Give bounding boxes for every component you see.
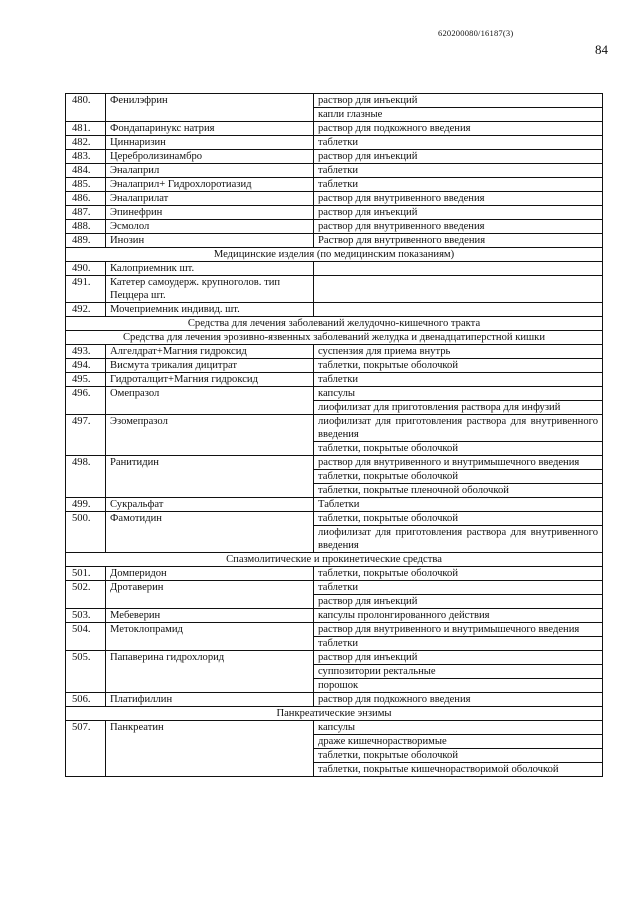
dosage-form: таблетки, покрытые пленочной оболочкой — [314, 484, 603, 498]
drug-name: Эналаприл — [106, 164, 314, 178]
row-number: 501. — [66, 567, 106, 581]
dosage-form: таблетки, покрытые оболочкой — [314, 442, 603, 456]
drug-name: Мочеприемник индивид. шт. — [106, 303, 314, 317]
drug-name: Панкреатин — [106, 721, 314, 777]
drug-name: Эналаприл+ Гидрохлоротиазид — [106, 178, 314, 192]
table-row — [66, 122, 603, 136]
row-number: 485. — [66, 178, 106, 192]
dosage-form: таблетки, покрытые оболочкой — [314, 749, 603, 763]
table-row — [66, 693, 603, 707]
section-header-row — [66, 553, 603, 567]
table-row — [66, 512, 603, 526]
drug-name: Циннаризин — [106, 136, 314, 150]
table-row — [66, 456, 603, 470]
table-row — [66, 609, 603, 623]
row-number: 500. — [66, 512, 106, 553]
table-row — [66, 276, 603, 303]
drug-list-table — [65, 93, 603, 777]
dosage-form: таблетки, покрытые оболочкой — [314, 567, 603, 581]
table-row — [66, 206, 603, 220]
drug-name: Папаверина гидрохлорид — [106, 651, 314, 693]
drug-name: Церебролизинамбро — [106, 150, 314, 164]
dosage-form: суппозитории ректальные — [314, 665, 603, 679]
dosage-form: драже кишечнорастворимые — [314, 735, 603, 749]
dosage-form: раствор для подкожного введения — [314, 122, 603, 136]
dosage-form: таблетки, покрытые оболочкой — [314, 359, 603, 373]
row-number: 488. — [66, 220, 106, 234]
dosage-form: раствор для внутривенного введения — [314, 220, 603, 234]
dosage-form — [314, 303, 603, 317]
section-header-row — [66, 707, 603, 721]
row-number: 480. — [66, 94, 106, 122]
dosage-form: таблетки — [314, 373, 603, 387]
table-row — [66, 623, 603, 637]
drug-name: Эзомепразол — [106, 415, 314, 456]
table-row — [66, 262, 603, 276]
row-number: 502. — [66, 581, 106, 609]
row-number: 504. — [66, 623, 106, 651]
dosage-form: лиофилизат для приготовления раствора для внутривенного введения — [314, 526, 603, 553]
drug-name: Фондапаринукс натрия — [106, 122, 314, 136]
section-header-row — [66, 317, 603, 331]
drug-name: Алгелдрат+Магния гидроксид — [106, 345, 314, 359]
drug-name: Висмута трикалия дицитрат — [106, 359, 314, 373]
row-number: 490. — [66, 262, 106, 276]
dosage-form: капсулы — [314, 721, 603, 735]
dosage-form: раствор для внутривенного и внутримышечного введения — [314, 623, 603, 637]
table-row — [66, 498, 603, 512]
dosage-form: раствор для инъекций — [314, 94, 603, 108]
dosage-form: порошок — [314, 679, 603, 693]
dosage-form: Раствор для внутривенного введения — [314, 234, 603, 248]
table-row — [66, 234, 603, 248]
section-header-row — [66, 248, 603, 262]
dosage-form: Таблетки — [314, 498, 603, 512]
row-number: 483. — [66, 150, 106, 164]
section-title: Медицинские изделия (по медицинским показаниям) — [66, 248, 603, 262]
drug-name: Дротаверин — [106, 581, 314, 609]
drug-name: Омепразол — [106, 387, 314, 415]
row-number: 487. — [66, 206, 106, 220]
table-row — [66, 136, 603, 150]
dosage-form: таблетки — [314, 136, 603, 150]
dosage-form: суспензия для приема внутрь — [314, 345, 603, 359]
table-row — [66, 192, 603, 206]
drug-name: Сукральфат — [106, 498, 314, 512]
section-title: Средства для лечения эрозивно-язвенных заболеваний желудка и двенадцатиперстной кишки — [66, 331, 603, 345]
table-row — [66, 94, 603, 108]
row-number: 481. — [66, 122, 106, 136]
dosage-form: раствор для подкожного введения — [314, 693, 603, 707]
section-title: Панкреатические энзимы — [66, 707, 603, 721]
dosage-form: раствор для инъекций — [314, 595, 603, 609]
dosage-form: таблетки — [314, 164, 603, 178]
row-number: 484. — [66, 164, 106, 178]
row-number: 496. — [66, 387, 106, 415]
table-row — [66, 581, 603, 595]
row-number: 506. — [66, 693, 106, 707]
row-number: 507. — [66, 721, 106, 777]
section-title: Средства для лечения заболеваний желудочно-кишечного тракта — [66, 317, 603, 331]
dosage-form: капсулы пролонгированного действия — [314, 609, 603, 623]
drug-name: Мебеверин — [106, 609, 314, 623]
dosage-form: раствор для инъекций — [314, 206, 603, 220]
dosage-form: таблетки — [314, 637, 603, 651]
page-number: 84 — [595, 42, 608, 57]
dosage-form: раствор для внутривенного и внутримышечного введения — [314, 456, 603, 470]
drug-name: Метоклопрамид — [106, 623, 314, 651]
document-id: 620200080/16187(3) — [438, 28, 514, 38]
drug-name: Эсмолол — [106, 220, 314, 234]
dosage-form — [314, 262, 603, 276]
drug-name: Гидроталцит+Магния гидроксид — [106, 373, 314, 387]
drug-name: Фамотидин — [106, 512, 314, 553]
dosage-form: таблетки, покрытые оболочкой — [314, 470, 603, 484]
dosage-form: раствор для внутривенного введения — [314, 192, 603, 206]
row-number: 489. — [66, 234, 106, 248]
drug-name: Домперидон — [106, 567, 314, 581]
drug-name: Калоприемник шт. — [106, 262, 314, 276]
row-number: 497. — [66, 415, 106, 456]
row-number: 494. — [66, 359, 106, 373]
table-row — [66, 220, 603, 234]
table-row — [66, 359, 603, 373]
row-number: 498. — [66, 456, 106, 498]
table-row — [66, 178, 603, 192]
drug-name: Ранитидин — [106, 456, 314, 498]
row-number: 499. — [66, 498, 106, 512]
dosage-form: капсулы — [314, 387, 603, 401]
dosage-form: раствор для инъекций — [314, 651, 603, 665]
table-row — [66, 651, 603, 665]
dosage-form: таблетки, покрытые оболочкой — [314, 512, 603, 526]
dosage-form: капли глазные — [314, 108, 603, 122]
section-header-row — [66, 331, 603, 345]
table-row — [66, 567, 603, 581]
drug-name: Платифиллин — [106, 693, 314, 707]
table-row — [66, 415, 603, 442]
row-number: 503. — [66, 609, 106, 623]
table-row — [66, 345, 603, 359]
table-row — [66, 373, 603, 387]
row-number: 495. — [66, 373, 106, 387]
row-number: 493. — [66, 345, 106, 359]
dosage-form: таблетки — [314, 178, 603, 192]
dosage-form: лиофилизат для приготовления раствора для внутривенного введения — [314, 415, 603, 442]
row-number: 482. — [66, 136, 106, 150]
table-row — [66, 164, 603, 178]
drug-name: Эналаприлат — [106, 192, 314, 206]
drug-name: Инозин — [106, 234, 314, 248]
table-row — [66, 303, 603, 317]
table-row — [66, 150, 603, 164]
row-number: 492. — [66, 303, 106, 317]
row-number: 486. — [66, 192, 106, 206]
dosage-form: таблетки — [314, 581, 603, 595]
dosage-form: лиофилизат для приготовления раствора для инфузий — [314, 401, 603, 415]
dosage-form — [314, 276, 603, 303]
row-number: 505. — [66, 651, 106, 693]
dosage-form: таблетки, покрытые кишечнорастворимой оболочкой — [314, 763, 603, 777]
drug-name: Фенилэфрин — [106, 94, 314, 122]
table-row — [66, 721, 603, 735]
drug-name: Катетер самоудерж. крупноголов. тип Пеццера шт. — [106, 276, 314, 303]
row-number: 491. — [66, 276, 106, 303]
table-row — [66, 387, 603, 401]
drug-name: Эпинефрин — [106, 206, 314, 220]
dosage-form: раствор для инъекций — [314, 150, 603, 164]
section-title: Спазмолитические и прокинетические средства — [66, 553, 603, 567]
